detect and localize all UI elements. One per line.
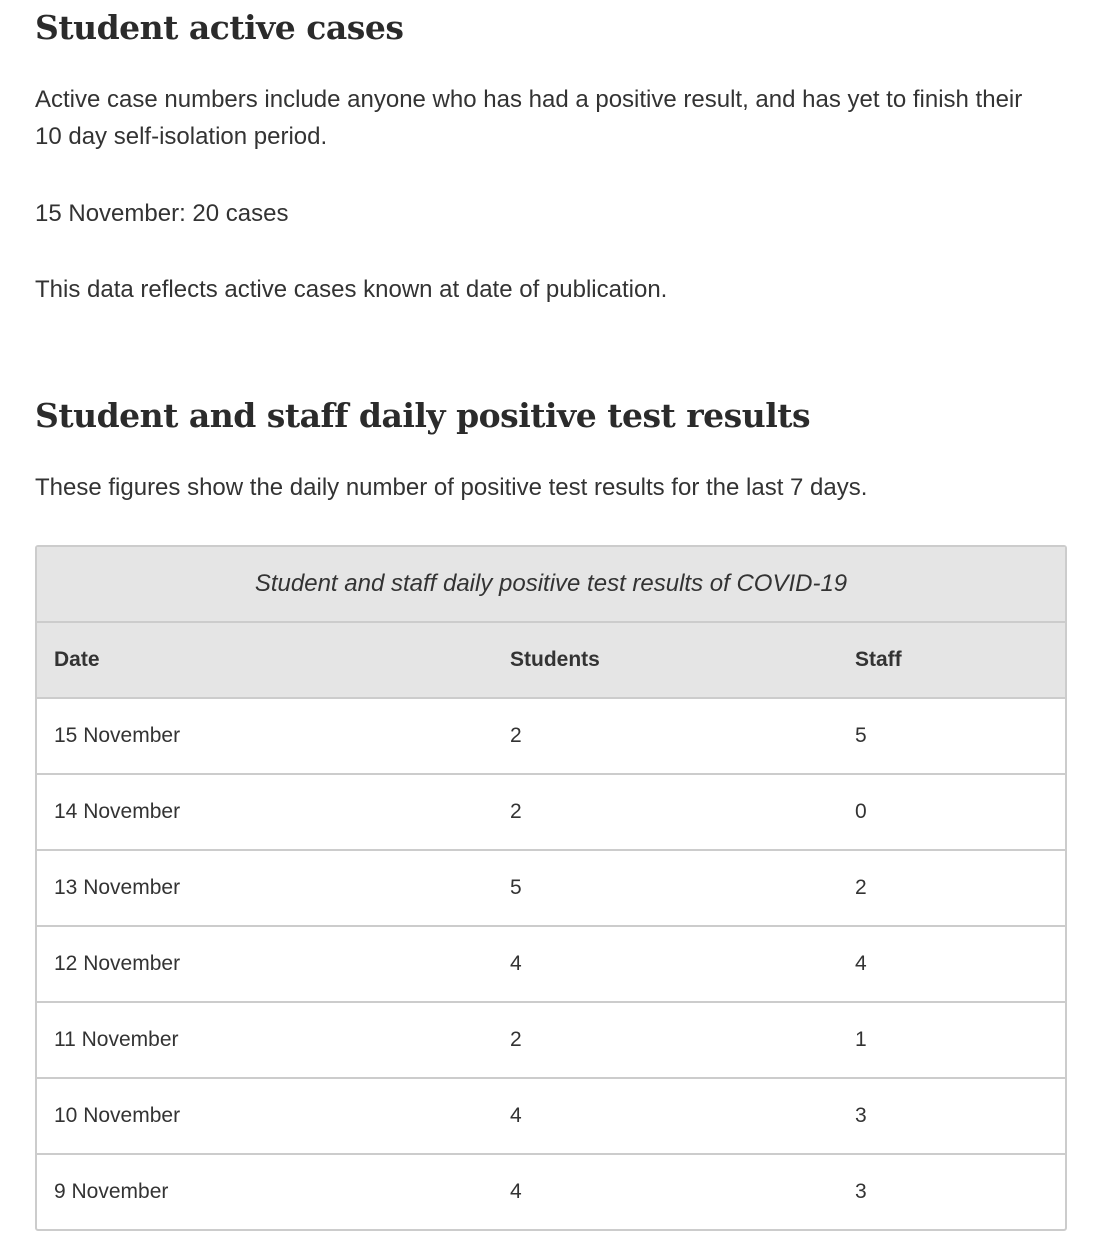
active-cases-heading: Student active cases [35,8,404,47]
cell-students: 2 [510,724,522,747]
table-row [37,927,1065,1003]
cell-students: 5 [510,876,522,899]
header-date: Date [54,648,100,671]
table-row [37,1155,1065,1229]
cell-students: 2 [510,1028,522,1051]
table-row [37,851,1065,927]
daily-results-table [35,545,1067,1231]
daily-results-heading: Student and staff daily positive test results [35,396,811,435]
cell-date: 12 November [54,952,181,975]
cell-date: 10 November [54,1104,181,1127]
active-cases-intro: Active case numbers include anyone who has had a positive result, and has yet to finish their 10 day self-isolation period. [35,86,1023,150]
cell-students: 4 [510,952,522,975]
cell-date: 14 November [54,800,181,823]
daily-results-intro: These figures show the daily number of positive test results for the last 7 days. [35,474,868,501]
cell-students: 4 [510,1180,522,1203]
active-cases-note: This data reflects active cases known at date of publication. [35,276,668,303]
cell-date: 11 November [54,1028,179,1051]
active-cases-count: 15 November: 20 cases [35,200,289,227]
cell-students: 4 [510,1104,522,1127]
cell-students: 2 [510,800,522,823]
cell-staff: 3 [855,1180,867,1203]
table-row [37,1079,1065,1155]
table-row [37,1003,1065,1079]
header-students: Students [510,648,600,671]
table-caption: Student and staff daily positive test results of COVID-19 [37,547,1065,623]
cell-date: 13 November [54,876,181,899]
cell-staff: 0 [855,800,867,823]
header-staff: Staff [855,648,902,671]
table-row [37,775,1065,851]
cell-date: 9 November [54,1180,169,1203]
table-row [37,699,1065,775]
cell-staff: 2 [855,876,867,899]
cell-staff: 4 [855,952,867,975]
cell-staff: 1 [855,1028,867,1051]
cell-staff: 5 [855,724,867,747]
table-header-row [37,623,1065,699]
cell-staff: 3 [855,1104,867,1127]
cell-date: 15 November [54,724,181,747]
